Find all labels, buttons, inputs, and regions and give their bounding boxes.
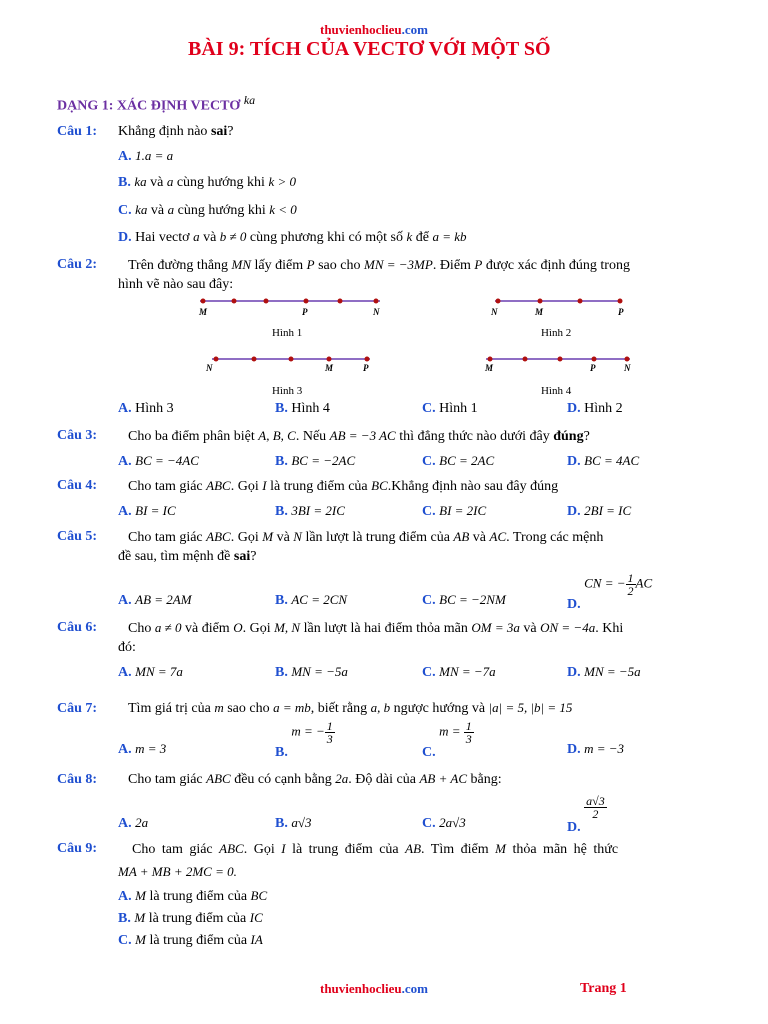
q6-option-b[interactable]: B. MN = −5a bbox=[275, 664, 348, 680]
q8-option-a[interactable]: A. 2a bbox=[118, 815, 149, 831]
q1-option-a[interactable]: A. 1.a = a bbox=[118, 148, 174, 164]
q7-b-fraction: $\frac{1}{3}$ bbox=[326, 719, 333, 746]
q9-label: Câu 9: bbox=[57, 841, 98, 856]
fig3-label-m: M bbox=[325, 363, 334, 373]
q4-option-a[interactable]: A. BI = IC bbox=[118, 503, 176, 519]
page-title: BÀI 9: TÍCH CỦA VECTƠ VỚI MỘT SỐ bbox=[188, 38, 551, 60]
fig3-label-n: N bbox=[206, 363, 213, 373]
q1-label: Câu 1: bbox=[57, 124, 98, 139]
q7-c-fraction: $\frac{1}{3}$ bbox=[465, 719, 472, 746]
q7-text: Tìm giá trị của m sao cho a = mb, biết rằng a, b ngược hướng và |a| = 5, |b| = 15 bbox=[128, 700, 573, 716]
fig1-label-m: M bbox=[199, 307, 208, 317]
q6-option-d[interactable]: D. MN = −5a bbox=[567, 664, 641, 680]
q6-text: Cho a ≠ 0 và điểm O. Gọi M, N lần lượt là hai điểm thỏa mãn OM = 3a và ON = −4a. Khi bbox=[128, 620, 624, 636]
q2-option-d[interactable]: D. Hình 2 bbox=[567, 401, 623, 416]
q5-label: Câu 5: bbox=[57, 529, 98, 544]
q8-option-d[interactable]: D. $\frac{a√3}{2}$ bbox=[567, 794, 605, 835]
q9-option-a[interactable]: A. M là trung điểm của BC bbox=[118, 888, 268, 904]
figure-4 bbox=[484, 357, 631, 398]
q8-option-c[interactable]: C. 2a√3 bbox=[422, 815, 466, 831]
q8-label: Câu 8: bbox=[57, 772, 98, 787]
fig1-label-p: P bbox=[302, 307, 308, 317]
q4-label: Câu 4: bbox=[57, 478, 98, 493]
fig2-label-m: M bbox=[535, 307, 544, 317]
q5-option-c[interactable]: C. BC = −2NM bbox=[422, 592, 506, 608]
fig2-label-p: P bbox=[618, 307, 624, 317]
fig3-label-p: P bbox=[363, 363, 369, 373]
q2-text-line2: hình vẽ nào sau đây: bbox=[118, 277, 234, 292]
q7-option-b[interactable]: B. m = − $\frac{1}{3}$ bbox=[275, 719, 333, 760]
q6-option-c[interactable]: C. MN = −7a bbox=[422, 664, 496, 680]
q3-option-d[interactable]: D. BC = 4AC bbox=[567, 453, 640, 469]
q5-text-line2: đề sau, tìm mệnh đề sai? bbox=[118, 549, 257, 564]
q1-text: Khẳng định nào sai? bbox=[118, 124, 234, 139]
q2-text: Trên đường thẳng MN lấy điểm P sao cho MN = −3MP. Điểm P được xác định đúng trong bbox=[128, 257, 630, 273]
q3-label: Câu 3: bbox=[57, 428, 98, 443]
q3-option-a[interactable]: A. BC = −4AC bbox=[118, 453, 199, 469]
q4-option-d[interactable]: D. 2BI = IC bbox=[567, 503, 632, 519]
footer-site[interactable]: thuvienhoclieu.com bbox=[320, 981, 428, 996]
q7-option-d[interactable]: D. m = −3 bbox=[567, 741, 625, 757]
fig4-label-m: M bbox=[485, 363, 494, 373]
section-heading: DẠNG 1: XÁC ĐỊNH VECTƠ ka bbox=[57, 93, 256, 114]
q7-label: Câu 7: bbox=[57, 701, 98, 716]
q1-option-c[interactable]: C. ka và a cùng hướng khi k < 0 bbox=[118, 202, 297, 218]
fig4-label-n: N bbox=[624, 363, 631, 373]
fig1-label-n: N bbox=[373, 307, 380, 317]
q9-option-c[interactable]: C. M là trung điểm của IA bbox=[118, 932, 263, 948]
fig3-caption: Hình 3 bbox=[272, 385, 303, 397]
fig2-label-n: N bbox=[491, 307, 498, 317]
q5-option-b[interactable]: B. AC = 2CN bbox=[275, 592, 348, 608]
q2-option-c[interactable]: C. Hình 1 bbox=[422, 401, 478, 416]
q5-text: Cho tam giác ABC. Gọi M và N lần lượt là trung điểm của AB và AC. Trong các mệnh bbox=[128, 529, 604, 545]
figure-2 bbox=[490, 299, 624, 340]
fig4-caption: Hình 4 bbox=[541, 385, 572, 397]
q9-text-line2: MA + MB + 2MC = 0. bbox=[118, 864, 237, 879]
q6-text-line2: đó: bbox=[118, 640, 136, 655]
page-number: Trang 1 bbox=[580, 981, 627, 996]
figure-1 bbox=[198, 299, 380, 340]
q4-option-b[interactable]: B. 3BI = 2IC bbox=[275, 503, 345, 519]
q4-option-c[interactable]: C. BI = 2IC bbox=[422, 503, 487, 519]
q7-option-a[interactable]: A. m = 3 bbox=[118, 741, 167, 757]
q2-figures bbox=[0, 290, 768, 400]
q5-d-fraction: $\frac{1}{2}$ bbox=[627, 571, 634, 598]
q3-option-b[interactable]: B. BC = −2AC bbox=[275, 453, 356, 469]
q3-option-c[interactable]: C. BC = 2AC bbox=[422, 453, 495, 469]
q5-option-a[interactable]: A. AB = 2AM bbox=[118, 592, 192, 608]
fig4-label-p: P bbox=[590, 363, 596, 373]
q9-option-b[interactable]: B. M là trung điểm của IC bbox=[118, 910, 263, 926]
q4-text: Cho tam giác ABC. Gọi I là trung điểm của BC.Khẳng định nào sau đây đúng bbox=[128, 478, 559, 494]
q2-option-b[interactable]: B. Hình 4 bbox=[275, 401, 330, 416]
q2-label: Câu 2: bbox=[57, 257, 98, 272]
q9-text: Cho tam giác ABC. Gọi I là trung điểm của AB. Tìm điểm M thỏa mãn hệ thức bbox=[132, 841, 619, 857]
header-site[interactable]: thuvienhoclieu.com bbox=[320, 22, 428, 37]
q6-label: Câu 6: bbox=[57, 620, 98, 635]
q2-option-a[interactable]: A. Hình 3 bbox=[118, 401, 174, 416]
q7-option-c[interactable]: C. m = $\frac{1}{3}$ bbox=[422, 719, 472, 760]
fig2-caption: Hình 2 bbox=[541, 327, 572, 339]
q8-d-fraction: $\frac{a√3}{2}$ bbox=[586, 794, 605, 821]
q5-option-d[interactable]: D. CN = − $\frac{1}{2}$ AC bbox=[567, 571, 653, 612]
figure-3 bbox=[205, 357, 370, 398]
q6-option-a[interactable]: A. MN = 7a bbox=[118, 664, 183, 680]
fig1-caption: Hình 1 bbox=[272, 327, 303, 339]
q1-option-b[interactable]: B. ka và a cùng hướng khi k > 0 bbox=[118, 174, 296, 190]
q3-text: Cho ba điểm phân biệt A, B, C. Nếu AB = −3 AC thì đẳng thức nào dưới đây đúng? bbox=[128, 428, 590, 444]
q8-option-b[interactable]: B. a√3 bbox=[275, 815, 312, 831]
q8-text: Cho tam giác ABC đều có cạnh bằng 2a. Độ dài của AB + AC bằng: bbox=[128, 771, 502, 787]
q1-option-d[interactable]: D. Hai vectơ a và b ≠ 0 cùng phương khi có một số k để a = kb bbox=[118, 229, 467, 245]
